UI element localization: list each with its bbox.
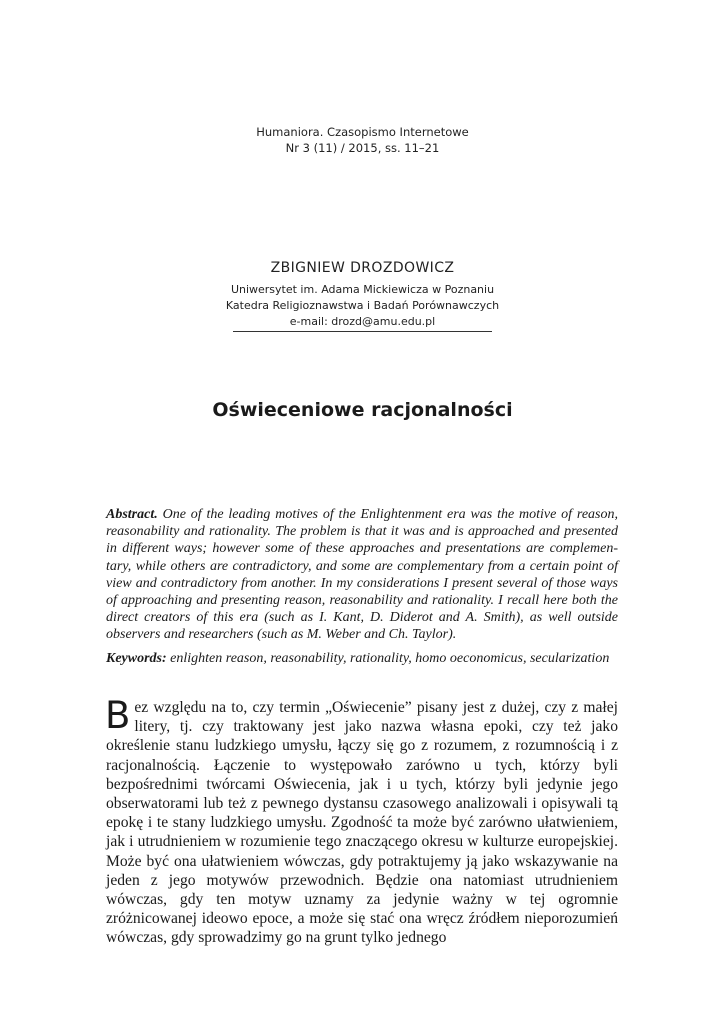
- article-title: Oświeceniowe racjonalności: [212, 399, 513, 421]
- journal-name: Humaniora. Czasopismo Internetowe: [256, 125, 469, 139]
- journal-issue: Nr 3 (11) / 2015, ss. 11–21: [285, 141, 440, 155]
- journal-header: [0, 124, 725, 156]
- author-university: Uniwersytet im. Adama Mickiewicza w Poznaniu: [230, 283, 495, 296]
- drop-cap: B: [105, 694, 131, 737]
- abstract-text: One of the leading motives of the Enlightenment era was the motive of reason, reasonability and rationality. The problem is that it was and is approached and presented in different ways; however some of these approaches and presentations are complementary, while others are contradictory, and some are complementary from a certain point of view and contradictory from another. In my considerations I present several of those ways of approaching and presenting reason, reasonability and rationality. I recall here both the direct creators of this era (such as I. Kant, D. Diderot and A. Smith), as well outside observers and researchers (such as M. Weber and Ch. Taylor).: [106, 507, 618, 643]
- author-email: e-mail: drozd@amu.edu.pl: [289, 315, 436, 328]
- keywords-text: enlighten reason, reasonability, rationality, homo oeconomicus, secularization: [170, 651, 610, 666]
- abstract: [106, 506, 618, 644]
- author-department: Katedra Religioznawstwa i Badań Porównawczych: [225, 299, 500, 312]
- body-paragraph: [105, 694, 618, 948]
- keywords: [106, 650, 626, 667]
- body-text: ez względu na to, czy termin „Oświecenie” pisany jest z dużej, czy z małej litery, tj. czy traktowany jest jako nazwa własna epoki, czy też jako określenie stanu ludzkiego umysłu, łączy się go z rozumem, z rozumnością i z racjonalnością. Łączenie to występowało zarówno u tych, którzy byli bezpośrednimi twórcami Oświecenia, jak i u tych, którzy byli jedynie jego obserwatorami lub też z pewnego dystansu czasowego analizowali i opisywali tą epokę i te stany ludzkiego umysłu. Zgodność ta może być zarówno ułatwieniem, jak i utrudnieniem w rozumienie tego znaczącego okresu w kulturze europejskiej. Może być ona ułatwieniem wówczas, gdy potraktujemy ją jako wskazywanie na jeden z jego motywów przewodnich. Będzie ona natomiast utrudnieniem wówczas, gdy ten motyw uznamy za jedynie ważny w tej ogromnie zróżnicowanej ideowo epoce, a może się stać ona wręcz źródłem nieporozumień wówczas, gdy sprowadzimy go na grunt tylko jednego: [106, 699, 618, 947]
- abstract-label: Abstract.: [106, 507, 158, 522]
- author-divider: [233, 331, 492, 332]
- author-block: [0, 258, 725, 330]
- author-name: ZBIGNIEW DROZDOWICZ: [270, 260, 455, 276]
- keywords-label: Keywords:: [106, 651, 167, 666]
